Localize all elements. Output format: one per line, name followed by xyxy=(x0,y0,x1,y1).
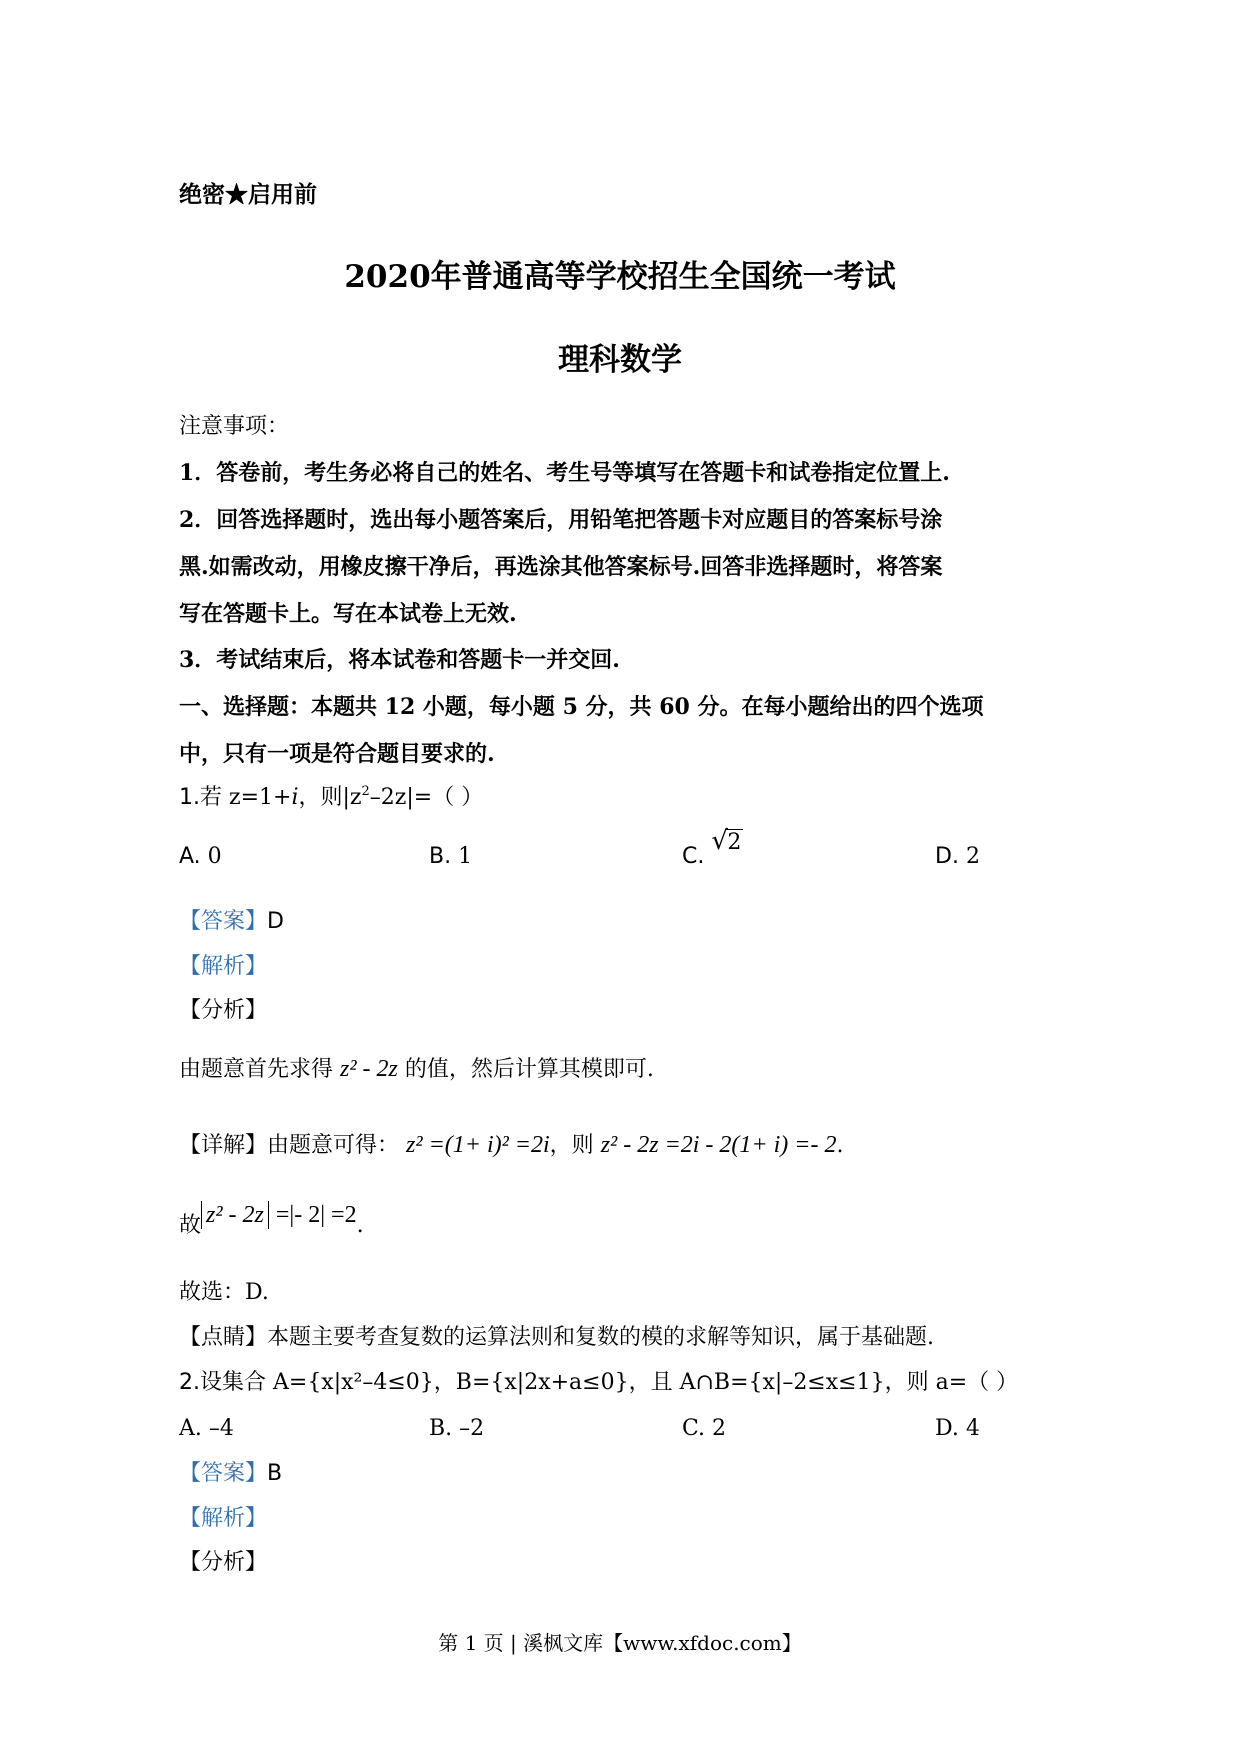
note-1: 1．答卷前，考生务必将自己的姓名、考生号等填写在答题卡和试卷指定位置上. xyxy=(179,460,950,486)
q1-detail: 【详解】由题意可得： z² =(1+ i)² =2i，则 z² - 2z =2i - 2(1+ i) =- 2. xyxy=(179,1132,844,1158)
note-2-line-2: 黑.如需改动，用橡皮擦干净后，再选涂其他答案标号.回答非选择题时，将答案 xyxy=(179,554,943,580)
q1-choice: 故选：D. xyxy=(179,1280,269,1305)
q2-option-c: C. 2 xyxy=(682,1416,727,1441)
notes-heading: 注意事项： xyxy=(179,414,290,439)
note-2-line-1: 2．回答选择题时，选出每小题答案后，用铅笔把答题卡对应题目的答案标号涂 xyxy=(179,507,943,533)
note-2-line-3: 写在答题卡上。写在本试卷上无效. xyxy=(179,601,517,627)
q1-answer: 【答案】D xyxy=(179,909,284,934)
math-expression: =|- 2| =2 xyxy=(275,1202,357,1228)
note-3: 3．考试结束后，将本试卷和答题卡一并交回. xyxy=(179,647,620,673)
math-expression: z² - 2z xyxy=(340,1056,398,1082)
q1-dianjing: 【点睛】本题主要考查复数的运算法则和复数的模的求解等知识，属于基础题. xyxy=(179,1325,934,1350)
q1-conclusion: 故 z² - 2z =|- 2| =2. xyxy=(179,1202,364,1238)
q2-option-b: B. –2 xyxy=(429,1416,485,1441)
q2-fenxi: 【分析】 xyxy=(179,1550,268,1575)
q1-analysis: 由题意首先求得 z² - 2z 的值，然后计算其模即可. xyxy=(179,1056,654,1082)
sqrt-symbol: √ 2 xyxy=(711,826,742,856)
q1-option-d: D. 2 xyxy=(935,844,980,869)
q1-option-c: C. √ 2 xyxy=(682,826,742,869)
q2-option-d: D. 4 xyxy=(935,1416,980,1441)
q2-jiexi: 【解析】 xyxy=(179,1506,268,1531)
section-heading-line-2: 中，只有一项是符合题目要求的. xyxy=(179,741,495,767)
question-2-number: 2. xyxy=(179,1370,200,1395)
question-1-number: 1. xyxy=(179,785,200,810)
q2-option-a: A. –4 xyxy=(179,1416,234,1441)
q1-jiexi: 【解析】 xyxy=(179,954,268,979)
page-footer: 第 1 页 | 溪枫文库【www.xfdoc.com】 xyxy=(438,1631,802,1655)
secret-label: 绝密★启用前 xyxy=(179,181,317,208)
section-heading-line-1: 一、选择题：本题共 12 小题，每小题 5 分，共 60 分。在每小题给出的四个选项 xyxy=(179,694,984,720)
absolute-value: z² - 2z xyxy=(201,1201,269,1229)
question-2-stem: 2.设集合 A={x|x²–4≤0}，B={x|2x+a≤0}，且 A∩B={x|–2≤x≤1}，则 a=（ ） xyxy=(179,1370,1019,1395)
math-expression: z² =(1+ i)² =2i xyxy=(406,1132,550,1158)
q1-fenxi: 【分析】 xyxy=(179,998,268,1023)
q2-answer: 【答案】B xyxy=(179,1461,283,1486)
q1-option-a: A. 0 xyxy=(179,844,222,869)
exam-title: 2020年普通高等学校招生全国统一考试 xyxy=(344,259,896,295)
math-expression: z² - 2z =2i - 2(1+ i) =- 2 xyxy=(600,1132,837,1158)
q1-option-b: B. 1 xyxy=(429,844,473,869)
exam-subject: 理科数学 xyxy=(558,342,682,378)
question-1-stem: 1.若 z=1+i，则$|z^2-2z|=$（ ） xyxy=(179,784,484,810)
